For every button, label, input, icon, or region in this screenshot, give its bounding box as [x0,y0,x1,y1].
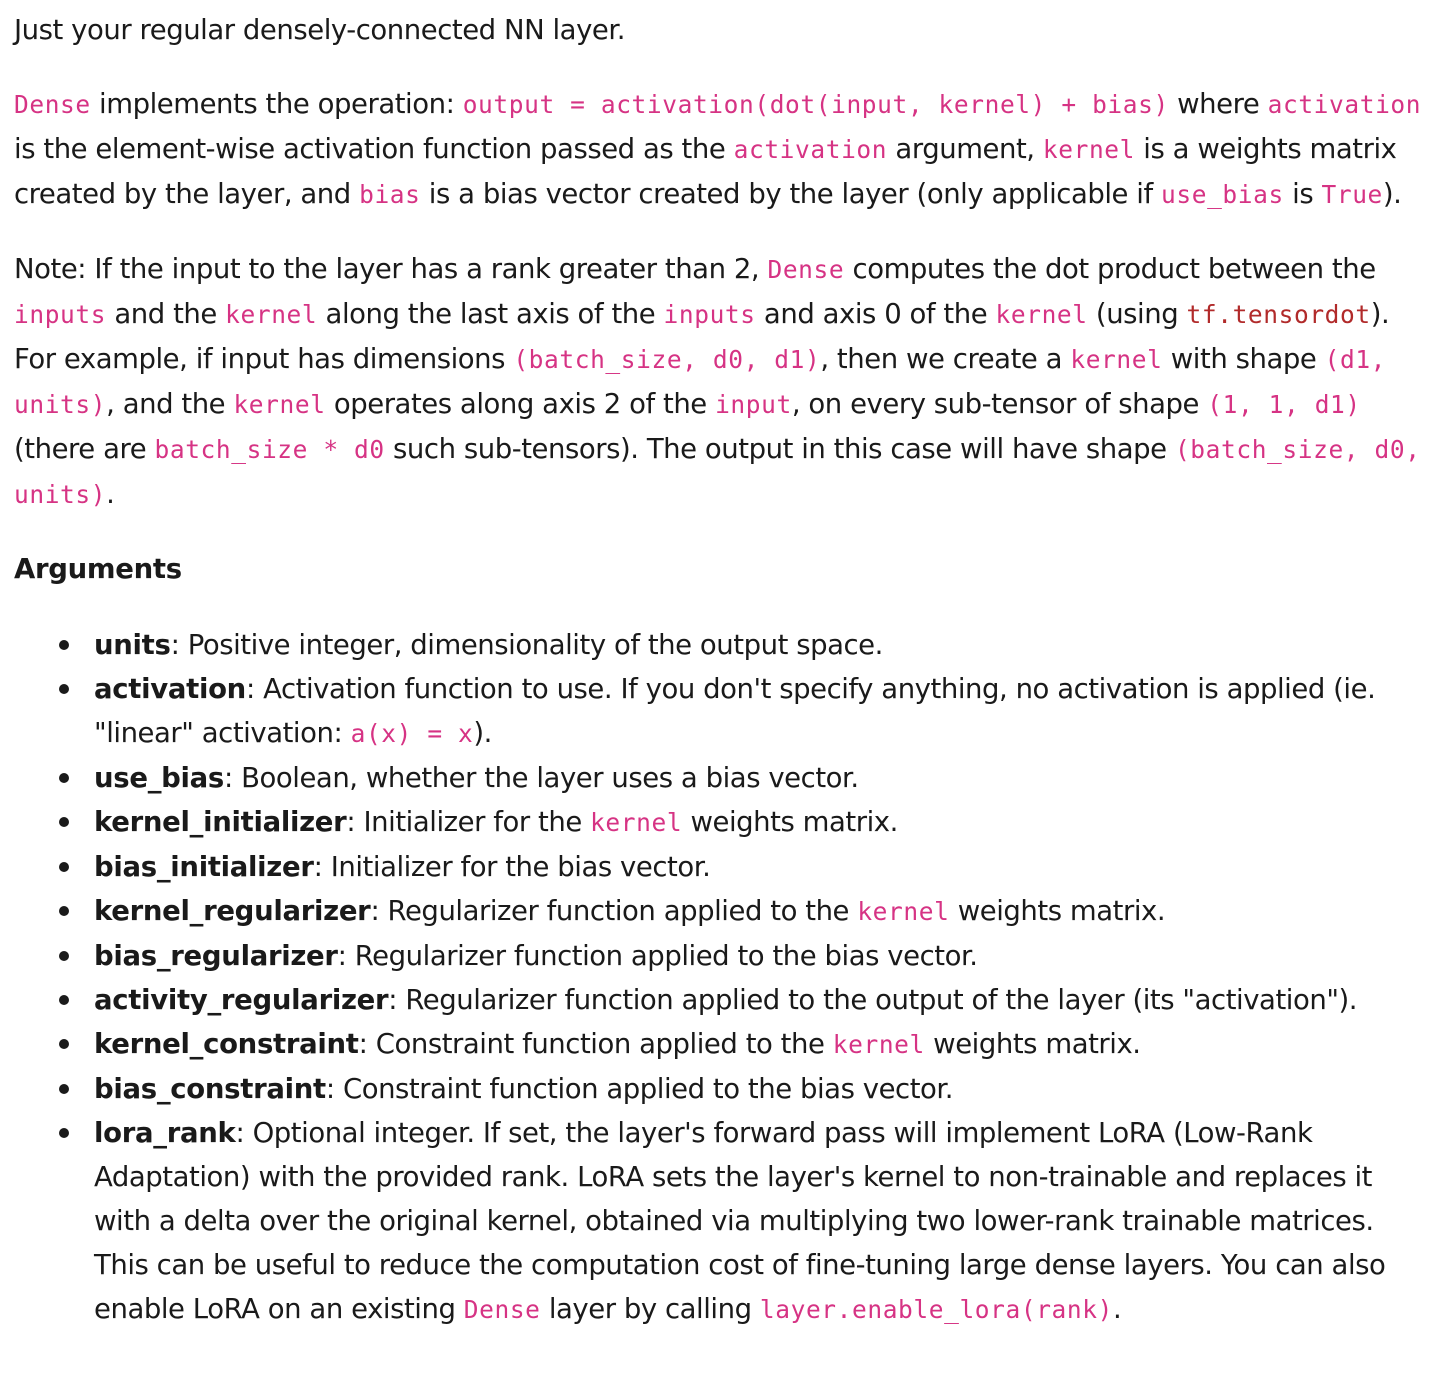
arg-name: bias_regularizer [94,940,338,972]
bullet-icon [59,640,69,650]
bullet-icon [59,862,69,872]
bullet-icon [59,1084,69,1094]
arguments-list [14,623,1428,1332]
code-dense: Dense [767,255,845,284]
code-input: input [715,390,792,419]
operation-paragraph: Dense implements the operation: output = activation(dot(input, kernel) + bias) where activation is the element-wise activation function passed as the activation argument, kernel is a weights matrix created by the layer, and bias is a bias vector created by the layer (only applicable if use_bias is True). [14,88,1422,210]
code-kernel: kernel [233,390,326,419]
list-item: bias_regularizer: Regularizer function applied to the bias vector. [94,934,1428,978]
code-dense: Dense [463,1295,541,1324]
arg-name: kernel_initializer [94,806,347,838]
arg-name: bias_constraint [94,1073,326,1105]
arg-name: activity_regularizer [94,984,389,1016]
bullet-icon [59,773,69,783]
code-kernel: kernel [857,897,950,926]
bullet-icon [59,684,69,694]
code-true: True [1321,180,1383,209]
code-kernel: kernel [832,1030,925,1059]
bullet-icon [59,906,69,916]
arg-name: kernel_constraint [94,1028,359,1060]
arg-name: bias_initializer [94,851,314,883]
bullet-icon [59,995,69,1005]
code-inputs: inputs [663,300,756,329]
code-use-bias: use_bias [1161,180,1284,209]
list-item: units: Positive integer, dimensionality of the output space. [94,623,1428,667]
code-kernel: kernel [1070,345,1163,374]
code-bias: bias [359,180,421,209]
list-item: bias_initializer: Initializer for the bias vector. [94,845,1428,889]
arg-name: activation [94,673,246,705]
list-item: activity_regularizer: Regularizer function applied to the output of the layer (its "activation"). [94,978,1428,1022]
bullet-icon [59,1128,69,1138]
list-item: kernel_regularizer: Regularizer function applied to the kernel weights matrix. [94,889,1428,934]
code-formula: output = activation(dot(input, kernel) + bias) [462,90,1169,119]
list-item: activation: Activation function to use. If you don't specify anything, no activation is applied (ie. "linear" activation: a(x) = x). [94,667,1428,756]
note-paragraph: Note: If the input to the layer has a rank greater than 2, Dense computes the dot product between the inputs and the kernel along the last axis of the inputs and axis 0 of the kernel (using tf.tensordot). For example, if input has dimensions (batch_size, d0, d1), then we create a kernel with shape (d1, units), and the kernel operates along axis 2 of the input, on every sub-tensor of shape (1, 1, d1) (there are batch_size * d0 such sub-tensors). The output in this case will have shape (batch_size, d0, units). [14,253,1421,510]
code-activation: activation [733,135,888,164]
bullet-icon [59,817,69,827]
code-tensordot-link[interactable]: tf.tensordot [1186,300,1371,329]
code-shape: (1, 1, d1) [1207,390,1361,419]
code-kernel: kernel [1042,135,1136,164]
code-activation: activation [1267,90,1422,119]
list-item: bias_constraint: Constraint function applied to the bias vector. [94,1067,1428,1111]
arg-name: use_bias [94,762,224,794]
list-item: lora_rank: Optional integer. If set, the layer's forward pass will implement LoRA (Low-Rank Adaptation) with the provided rank. LoRA sets the layer's kernel to non-trainable and replaces it with a delta over the original kernel, obtained via multiplying two lower-rank trainable matrices. This can be useful to reduce the computation cost of fine-tuning large dense layers. You can also enable LoRA on an existing Dense layer by calling layer.enable_lora(rank). [94,1111,1428,1332]
code-kernel: kernel [225,300,318,329]
code-count: batch_size * d0 [154,435,385,464]
list-item: use_bias: Boolean, whether the layer uses a bias vector. [94,756,1428,800]
code-kernel: kernel [590,808,683,837]
arguments-heading: Arguments [14,553,182,585]
intro-text: Just your regular densely-connected NN layer. [14,14,626,46]
code-linear: a(x) = x [350,719,474,748]
bullet-icon [59,1039,69,1049]
arg-name: lora_rank [94,1117,236,1149]
arg-name: units [94,629,171,661]
arg-name: kernel_regularizer [94,895,371,927]
code-kernel: kernel [995,300,1088,329]
code-dense: Dense [14,90,91,119]
code-shape: (d1, units) [14,345,1387,419]
code-enable-lora: layer.enable_lora(rank) [759,1295,1113,1324]
code-inputs: inputs [14,300,107,329]
code-shape: (batch_size, d0, units) [14,435,1421,509]
list-item: kernel_constraint: Constraint function applied to the kernel weights matrix. [94,1022,1428,1067]
bullet-icon [59,951,69,961]
code-dims: (batch_size, d0, d1) [513,345,821,374]
list-item: kernel_initializer: Initializer for the kernel weights matrix. [94,800,1428,845]
